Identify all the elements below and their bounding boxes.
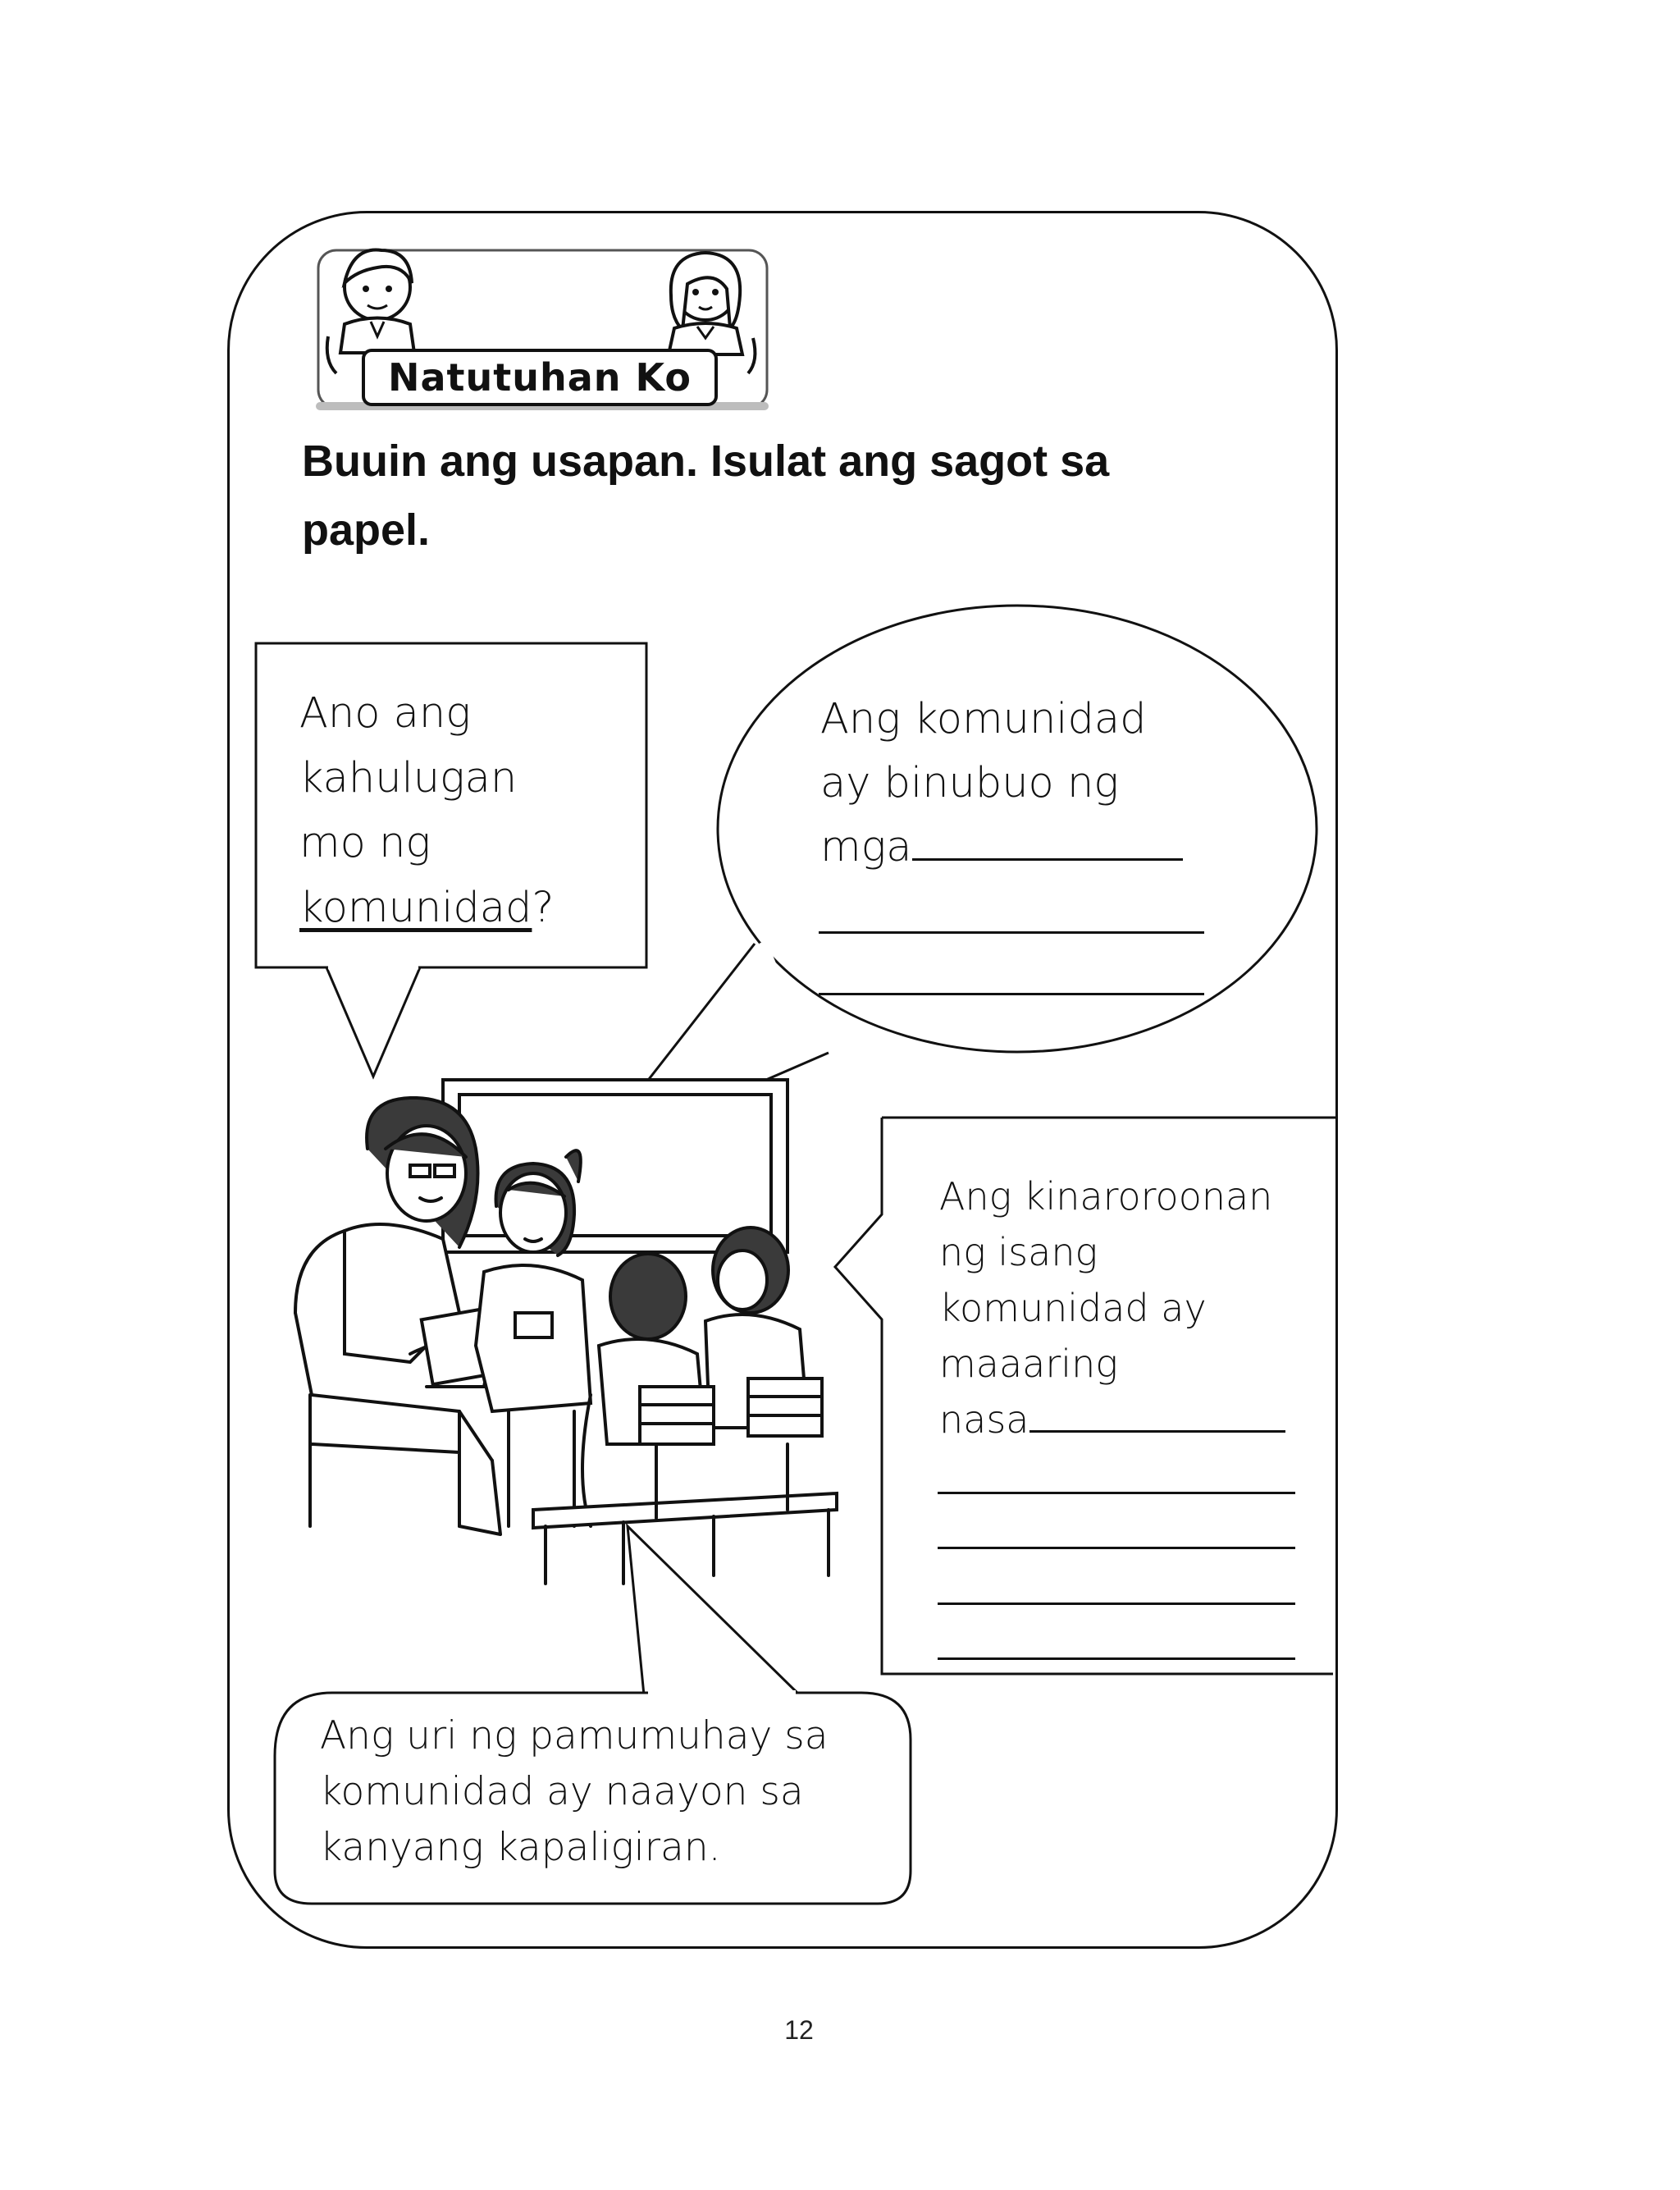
answer2-line-5 [939, 1392, 1300, 1447]
instruction-line-2: papel. [302, 505, 431, 555]
answer1-blank[interactable] [912, 857, 1183, 861]
banner-title: Natutuhan Ko [387, 355, 692, 400]
answer3-line-2: komunidad ay naayon sa [320, 1769, 804, 1814]
question-line-4 [299, 876, 644, 940]
question-bubble-text [299, 681, 644, 940]
answer1-blank-line[interactable] [819, 931, 1204, 934]
answer2-line-5-text: nasa [939, 1397, 1029, 1442]
answer1-line-3 [820, 816, 1247, 880]
question-punct: ? [532, 884, 555, 932]
question-line-1: Ano ang [299, 689, 471, 738]
question-keyword: komunidad [299, 884, 532, 932]
answer2-blank-line[interactable] [938, 1602, 1295, 1605]
answer1-bubble-text [820, 688, 1247, 880]
answer2-line-4: maaaring [939, 1342, 1118, 1386]
answer2-blank-line[interactable] [938, 1492, 1295, 1494]
classroom-illustration [295, 1080, 837, 1584]
answer2-bubble-text [939, 1168, 1300, 1447]
answer3-bubble-text [320, 1708, 894, 1876]
answer2-blank-line[interactable] [938, 1657, 1295, 1660]
answer2-blank[interactable] [1029, 1429, 1285, 1433]
answer1-line-2: ay binubuo ng [820, 759, 1119, 807]
answer2-line-3: komunidad ay [939, 1286, 1207, 1330]
answer2-blank-line[interactable] [938, 1547, 1295, 1549]
answer3-line-1: Ang uri ng pamumuhay sa [320, 1713, 829, 1758]
page-number: 12 [784, 2015, 814, 2045]
answer1-line-1: Ang komunidad [820, 695, 1147, 743]
answer2-line-1: Ang kinaroroonan [939, 1174, 1273, 1218]
instruction-line-1: Buuin ang usapan. Isulat ang sagot sa [302, 437, 1110, 486]
answer1-line-3-text: mga [820, 823, 912, 871]
instruction-text [302, 427, 1188, 565]
answer2-line-2: ng isang [939, 1230, 1098, 1274]
answer3-line-3: kanyang kapaligiran. [320, 1825, 721, 1870]
answer1-blank-line[interactable] [819, 993, 1204, 995]
question-line-2: kahulugan [299, 754, 518, 802]
question-line-3: mo ng [299, 819, 431, 867]
